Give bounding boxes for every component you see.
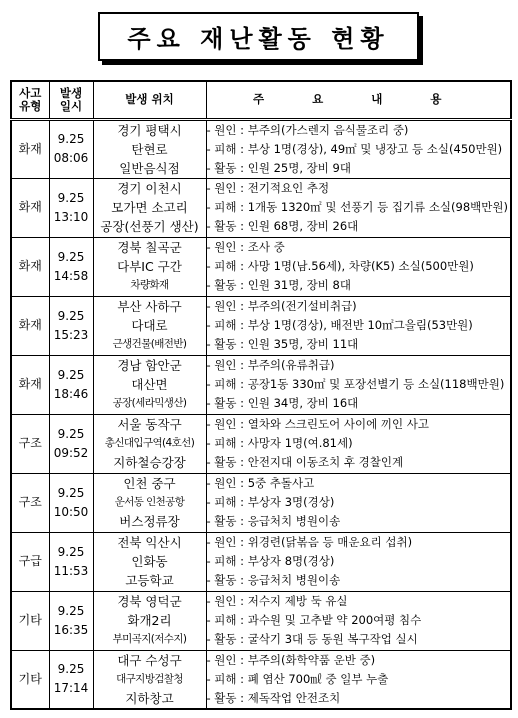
table-header-row — [11, 81, 511, 119]
occurrence-location — [93, 473, 206, 532]
occurrence-time: 18:46 — [53, 386, 89, 401]
location-line: 지하창고 — [125, 690, 174, 706]
location-line: 총신대입구역(4호선) — [104, 437, 195, 449]
location-line: 차량화재 — [130, 279, 169, 291]
occurrence-date: 9.25 — [57, 132, 85, 146]
location-line: 인화동 — [131, 554, 168, 569]
main-content — [206, 532, 511, 591]
table-row — [11, 532, 511, 591]
cause-line: - 원인 : 저수지 제방 둑 유실 — [206, 594, 348, 608]
damage-line: - 피해 : 사망 1명(남.56세), 차량(K5) 소실(500만원) — [206, 259, 474, 273]
occurrence-datetime — [49, 414, 93, 473]
occurrence-time: 08:06 — [53, 151, 89, 165]
table-row — [11, 650, 511, 709]
location-line: 모가면 소고리 — [111, 200, 188, 215]
damage-line: - 피해 : 부상자 8명(경상) — [206, 554, 335, 568]
occurrence-datetime — [49, 591, 93, 650]
occurrence-location — [93, 650, 206, 709]
cause-line: - 원인 : 열차와 스크린도어 사이에 끼인 사고 — [206, 417, 429, 431]
occurrence-location — [93, 591, 206, 650]
accident-type: 화재 — [11, 178, 49, 237]
occurrence-time: 14:58 — [53, 268, 89, 283]
main-content — [206, 650, 511, 709]
cause-line: - 원인 : 위경련(닭볶음 등 매운요리 섭취) — [206, 535, 413, 549]
location-line: 부미곡지(저수지) — [112, 633, 187, 645]
location-line: 대구 수성구 — [117, 652, 182, 668]
occurrence-time: 11:53 — [53, 563, 89, 578]
occurrence-time: 16:35 — [53, 622, 89, 637]
header-datetime: 발생 일시 — [49, 81, 93, 119]
occurrence-time: 13:10 — [53, 209, 89, 224]
occurrence-date: 9.25 — [57, 426, 85, 441]
table-row — [11, 178, 511, 237]
location-line: 전북 익산시 — [117, 535, 182, 550]
main-content — [206, 355, 511, 414]
activity-line: - 활동 : 인원 35명, 장비 11대 — [206, 337, 359, 351]
activity-line: - 활동 : 응급처치 병원이송 — [206, 514, 341, 528]
accident-type: 기타 — [11, 650, 49, 709]
location-line: 고등학교 — [125, 573, 174, 588]
occurrence-datetime — [49, 650, 93, 709]
table-row — [11, 237, 511, 296]
main-content — [206, 237, 511, 296]
activity-line: - 활동 : 인원 34명, 장비 16대 — [206, 396, 359, 410]
damage-line: - 피해 : 부상자 3명(경상) — [206, 495, 335, 509]
occurrence-location — [93, 237, 206, 296]
occurrence-datetime — [49, 178, 93, 237]
header-content: 주 요 내 용 — [206, 81, 511, 119]
location-line: 인천 중구 — [123, 476, 176, 491]
location-line: 일반음식점 — [119, 160, 180, 176]
accident-type: 기타 — [11, 591, 49, 650]
accident-type: 화재 — [11, 355, 49, 414]
damage-line: - 피해 : 부상 1명(경상), 배전반 10㎡그을림(53만원) — [206, 318, 473, 332]
table-row — [11, 296, 511, 355]
occurrence-datetime — [49, 296, 93, 355]
main-content — [206, 591, 511, 650]
activity-line: - 활동 : 인원 31명, 장비 8대 — [206, 278, 351, 292]
occurrence-location — [93, 178, 206, 237]
cause-line: - 원인 : 조사 중 — [206, 240, 285, 254]
main-content — [206, 178, 511, 237]
disaster-activity-table — [10, 80, 512, 710]
page-title: 주요 재난활동 현황 — [98, 12, 419, 61]
location-line: 대구지방검찰청 — [116, 672, 183, 685]
occurrence-date: 9.25 — [57, 662, 85, 677]
location-line: 경남 함안군 — [117, 358, 182, 373]
accident-type: 화재 — [11, 237, 49, 296]
activity-line: - 활동 : 응급처치 병원이송 — [206, 573, 341, 587]
location-line: 버스정류장 — [119, 514, 180, 529]
occurrence-datetime — [49, 532, 93, 591]
occurrence-date: 9.25 — [57, 190, 85, 205]
occurrence-time: 09:52 — [53, 445, 89, 460]
location-line: 경북 칠곡군 — [117, 240, 182, 255]
activity-line: - 활동 : 굴삭기 3대 등 동원 복구작업 실시 — [206, 632, 418, 646]
location-line: 대산면 — [131, 377, 168, 392]
table-row — [11, 473, 511, 532]
location-line: 경북 영덕군 — [117, 594, 182, 609]
main-content — [206, 414, 511, 473]
table-row — [11, 414, 511, 473]
table-row — [11, 355, 511, 414]
main-content — [206, 119, 511, 178]
cause-line: - 원인 : 부주의(유류취급) — [206, 358, 335, 372]
cause-line: - 원인 : 전기적요인 추정 — [206, 181, 330, 195]
occurrence-datetime — [49, 237, 93, 296]
location-line: 다부IC 구간 — [117, 259, 182, 274]
occurrence-datetime — [49, 355, 93, 414]
damage-line: - 피해 : 과수원 및 고추밭 약 200여평 침수 — [206, 613, 422, 627]
occurrence-location — [93, 296, 206, 355]
cause-line: - 원인 : 부주의(전기설비취급) — [206, 299, 357, 313]
damage-line: - 피해 : 공장1동 330㎡ 및 포장선별기 등 소실(118백만원) — [206, 377, 505, 391]
accident-type: 구급 — [11, 532, 49, 591]
occurrence-location — [93, 532, 206, 591]
main-content — [206, 473, 511, 532]
occurrence-time: 10:50 — [53, 504, 89, 519]
cause-line: - 원인 : 부주의(화학약품 운반 중) — [206, 652, 376, 667]
header-location: 발생 위치 — [93, 81, 206, 119]
occurrence-date: 9.25 — [57, 308, 85, 323]
damage-line: - 피해 : 부상 1명(경상), 49㎡ 및 냉장고 등 소실(450만원) — [206, 141, 503, 156]
accident-type: 구조 — [11, 473, 49, 532]
occurrence-datetime — [49, 473, 93, 532]
activity-line: - 활동 : 인원 68명, 장비 26대 — [206, 219, 359, 233]
location-line: 운서동 인천공항 — [114, 496, 185, 508]
location-line: 탄현로 — [131, 141, 168, 157]
damage-line: - 피해 : 폐 염산 700㎖ 중 일부 누출 — [206, 671, 389, 686]
cause-line: - 원인 : 부주의(가스렌지 음식물조리 중) — [206, 122, 409, 137]
header-accident-type: 사고 유형 — [11, 81, 49, 119]
occurrence-time: 17:14 — [53, 681, 89, 696]
occurrence-datetime — [49, 119, 93, 178]
location-line: 공장(세라믹생산) — [112, 397, 187, 409]
location-line: 경기 이천시 — [117, 181, 182, 196]
accident-type: 화재 — [11, 119, 49, 178]
accident-type: 화재 — [11, 296, 49, 355]
location-line: 다대로 — [131, 318, 168, 333]
activity-line: - 활동 : 안전지대 이동조치 후 경찰인계 — [206, 455, 404, 469]
main-content — [206, 296, 511, 355]
occurrence-location — [93, 355, 206, 414]
accident-type: 구조 — [11, 414, 49, 473]
occurrence-date: 9.25 — [57, 485, 85, 500]
location-line: 공장(선풍기 생산) — [100, 219, 199, 234]
damage-line: - 피해 : 사망자 1명(여.81세) — [206, 436, 353, 450]
occurrence-time: 15:23 — [53, 327, 89, 342]
activity-line: - 활동 : 인원 25명, 장비 9대 — [206, 160, 351, 175]
occurrence-date: 9.25 — [57, 603, 85, 618]
location-line: 지하철승강장 — [113, 455, 186, 470]
location-line: 경기 평택시 — [117, 122, 182, 138]
occurrence-date: 9.25 — [57, 249, 85, 264]
occurrence-date: 9.25 — [57, 367, 85, 382]
cause-line: - 원인 : 5중 추돌사고 — [206, 476, 315, 490]
damage-line: - 피해 : 1개동 1320㎡ 및 선풍기 등 집기류 소실(98백만원) — [206, 200, 508, 214]
occurrence-location — [93, 119, 206, 178]
location-line: 화개2리 — [127, 613, 172, 628]
occurrence-date: 9.25 — [57, 544, 85, 559]
location-line: 서울 동작구 — [117, 417, 182, 432]
table-row — [11, 591, 511, 650]
location-line: 부산 사하구 — [117, 299, 182, 314]
activity-line: - 활동 : 제독작업 안전조치 — [206, 690, 341, 705]
table-row — [11, 119, 511, 178]
occurrence-location — [93, 414, 206, 473]
location-line: 근생건물(배전반) — [112, 338, 187, 350]
